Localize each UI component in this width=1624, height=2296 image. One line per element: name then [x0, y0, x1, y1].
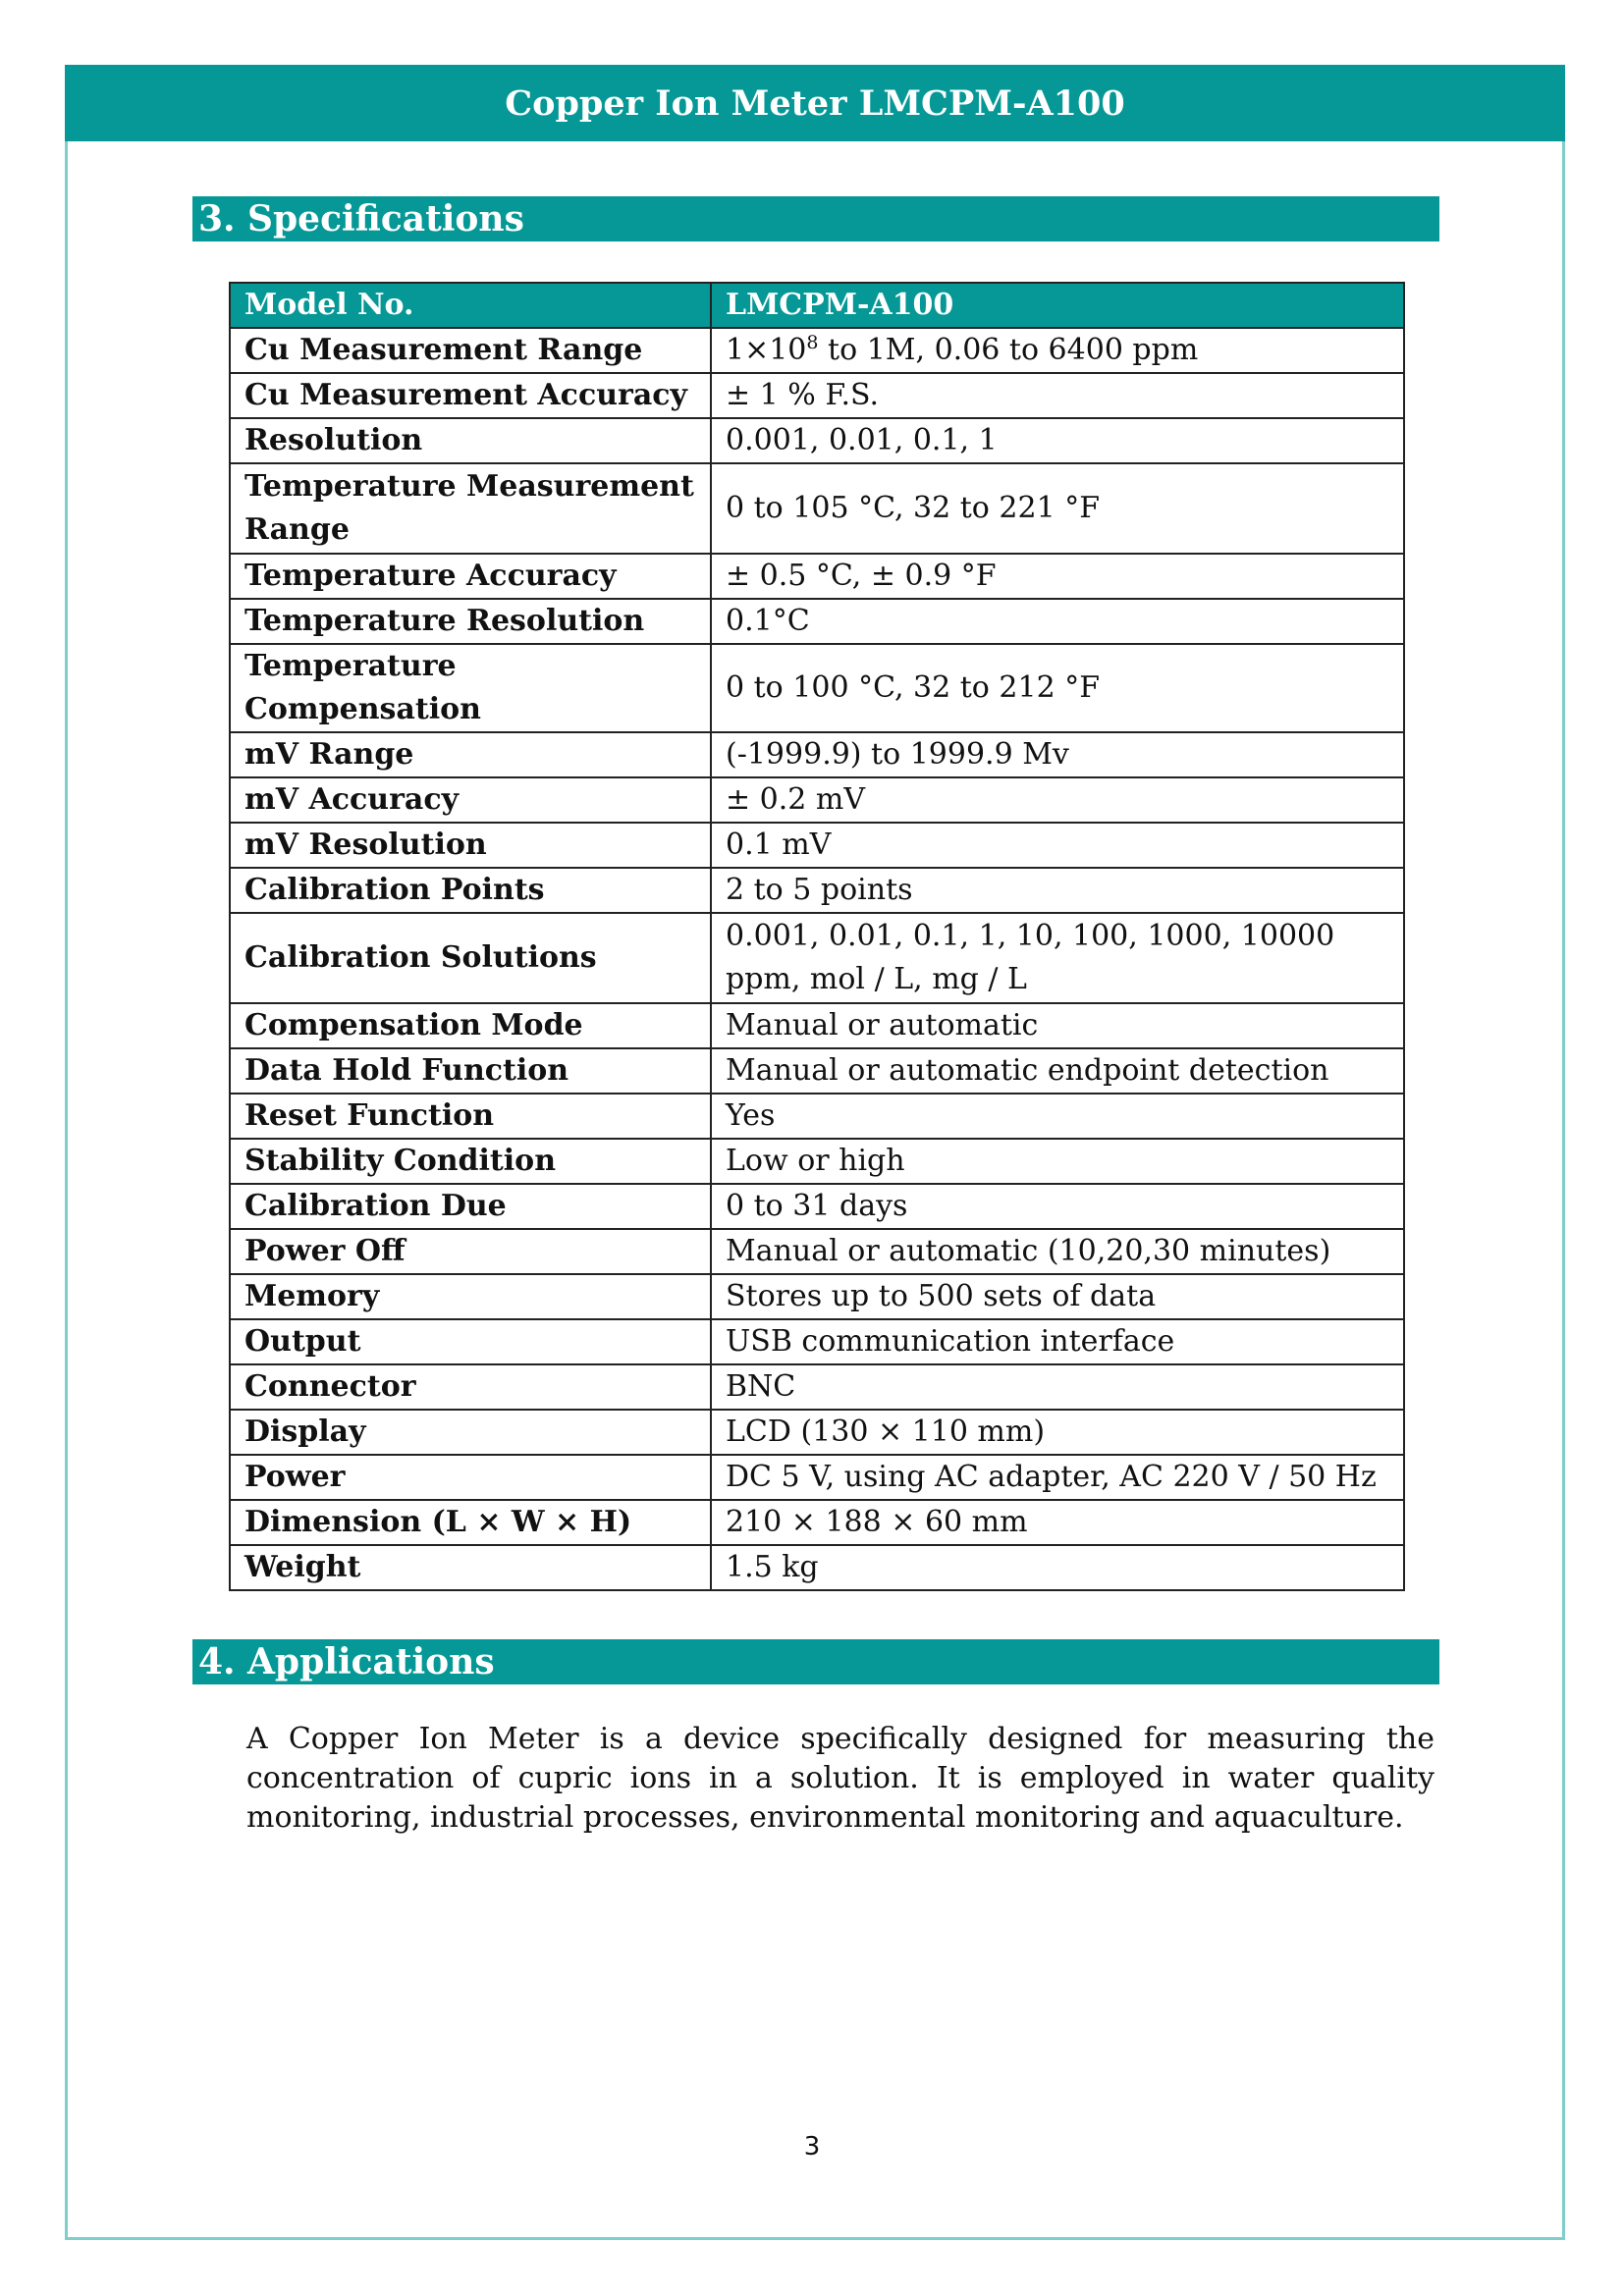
header-label: Model No.	[230, 283, 711, 328]
spec-value-base: 1×10	[726, 333, 807, 367]
spec-label: Connector	[230, 1364, 711, 1410]
spec-value: (-1999.9) to 1999.9 Mv	[711, 732, 1404, 777]
table-row	[230, 463, 1404, 554]
section-title: Specifications	[247, 198, 524, 240]
spec-label: Temperature Measurement Range	[230, 463, 711, 554]
spec-value: 0.1°C	[711, 599, 1404, 644]
spec-label: Cu Measurement Range	[230, 328, 711, 373]
table-row	[230, 777, 1404, 823]
spec-label: Temperature Resolution	[230, 599, 711, 644]
table-row	[230, 1048, 1404, 1094]
table-row	[230, 1003, 1404, 1048]
section-number: 4.	[198, 1641, 236, 1682]
table-row	[230, 868, 1404, 913]
table-row	[230, 1500, 1404, 1545]
spec-label: Memory	[230, 1274, 711, 1319]
spec-label: Display	[230, 1410, 711, 1455]
spec-label: Resolution	[230, 418, 711, 463]
specifications-table	[229, 282, 1405, 1591]
table-row	[230, 1455, 1404, 1500]
spec-label: Calibration Solutions	[230, 913, 711, 1003]
table-row	[230, 1274, 1404, 1319]
spec-value: Manual or automatic endpoint detection	[711, 1048, 1404, 1094]
spec-value: 0.1 mV	[711, 823, 1404, 868]
spec-label: Temperature Accuracy	[230, 554, 711, 599]
spec-label: Data Hold Function	[230, 1048, 711, 1094]
spec-value: 0 to 100 °C, 32 to 212 °F	[711, 644, 1404, 732]
spec-value: 2 to 5 points	[711, 868, 1404, 913]
table-row	[230, 823, 1404, 868]
table-row	[230, 373, 1404, 418]
spec-value: 210 × 188 × 60 mm	[711, 1500, 1404, 1545]
spec-label: Weight	[230, 1545, 711, 1590]
table-row	[230, 1319, 1404, 1364]
spec-label: mV Resolution	[230, 823, 711, 868]
spec-value: Manual or automatic (10,20,30 minutes)	[711, 1229, 1404, 1274]
spec-value: ± 0.5 °C, ± 0.9 °F	[711, 554, 1404, 599]
spec-value: Low or high	[711, 1139, 1404, 1184]
spec-label: Compensation Mode	[230, 1003, 711, 1048]
spec-value: ± 0.2 mV	[711, 777, 1404, 823]
spec-label: Output	[230, 1319, 711, 1364]
header-value: LMCPM-A100	[711, 283, 1404, 328]
table-row	[230, 599, 1404, 644]
spec-value	[711, 328, 1404, 373]
table-row	[230, 1364, 1404, 1410]
table-row	[230, 1410, 1404, 1455]
spec-value: DC 5 V, using AC adapter, AC 220 V / 50 Hz	[711, 1455, 1404, 1500]
table-row	[230, 1229, 1404, 1274]
table-row	[230, 732, 1404, 777]
spec-label: Power Off	[230, 1229, 711, 1274]
spec-value: USB communication interface	[711, 1319, 1404, 1364]
table-row	[230, 328, 1404, 373]
section-heading-specifications	[192, 196, 1439, 241]
applications-paragraph: A Copper Ion Meter is a device specifically designed for measuring the concentration of cupric ions in a solution. It is employed in water quality monitoring, industrial processes, environmental monitoring and aquaculture.	[246, 1722, 1435, 1835]
table-header-row	[230, 283, 1404, 328]
spec-label: Stability Condition	[230, 1139, 711, 1184]
spec-value: Yes	[711, 1094, 1404, 1139]
spec-value-rest: to 1M, 0.06 to 6400 ppm	[818, 333, 1199, 367]
spec-value: ± 1 % F.S.	[711, 373, 1404, 418]
spec-value: 1.5 kg	[711, 1545, 1404, 1590]
section-heading-applications	[192, 1639, 1439, 1684]
spec-value: Manual or automatic	[711, 1003, 1404, 1048]
spec-value: 0.001, 0.01, 0.1, 1, 10, 100, 1000, 10000 ppm, mol / L, mg / L	[711, 913, 1404, 1003]
spec-label: Calibration Points	[230, 868, 711, 913]
spec-value: BNC	[711, 1364, 1404, 1410]
table-row	[230, 913, 1404, 1003]
page-number: 3	[803, 2132, 821, 2162]
spec-label: Calibration Due	[230, 1184, 711, 1229]
spec-label: mV Accuracy	[230, 777, 711, 823]
table-row	[230, 1094, 1404, 1139]
table-row	[230, 1139, 1404, 1184]
spec-label: Temperature Compensation	[230, 644, 711, 732]
spec-value: Stores up to 500 sets of data	[711, 1274, 1404, 1319]
spec-label: mV Range	[230, 732, 711, 777]
spec-label: Cu Measurement Accuracy	[230, 373, 711, 418]
table-row	[230, 644, 1404, 732]
spec-label: Dimension (L × W × H)	[230, 1500, 711, 1545]
section-number: 3.	[198, 198, 236, 240]
spec-value: 0.001, 0.01, 0.1, 1	[711, 418, 1404, 463]
table-row	[230, 1545, 1404, 1590]
table-row	[230, 554, 1404, 599]
spec-value: 0 to 105 °C, 32 to 221 °F	[711, 463, 1404, 554]
spec-value: 0 to 31 days	[711, 1184, 1404, 1229]
table-row	[230, 418, 1404, 463]
section-title: Applications	[247, 1641, 495, 1682]
spec-value-exponent: 8	[806, 332, 819, 353]
document-title: Copper Ion Meter LMCPM-A100	[65, 65, 1565, 141]
spec-label: Power	[230, 1455, 711, 1500]
spec-label: Reset Function	[230, 1094, 711, 1139]
table-row	[230, 1184, 1404, 1229]
spec-value: LCD (130 × 110 mm)	[711, 1410, 1404, 1455]
